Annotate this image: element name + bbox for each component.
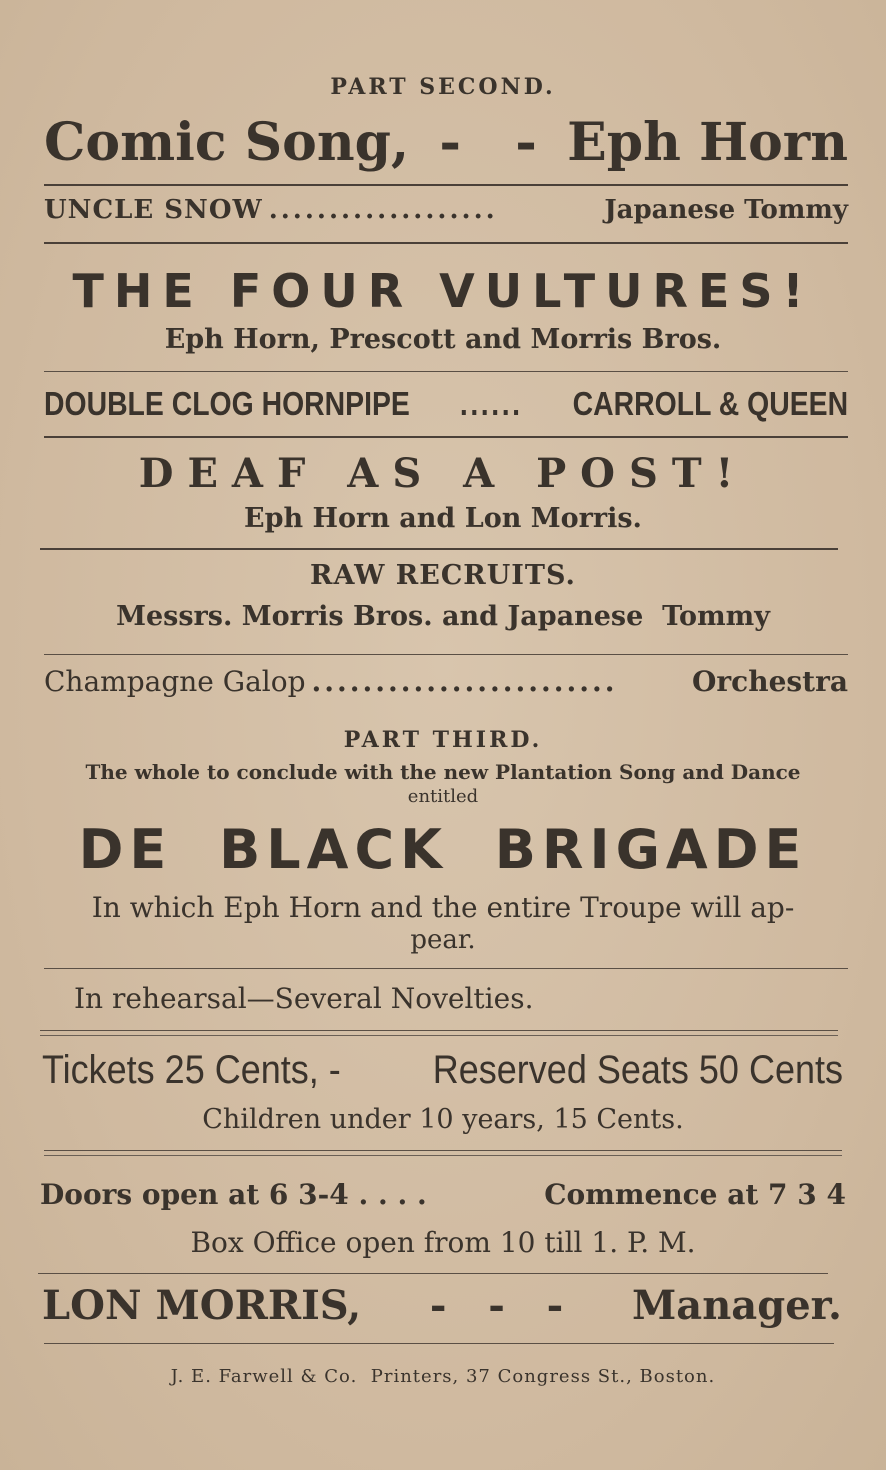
four-vultures-title: THE FOUR VULTURES! [72,264,814,318]
raw-recruits-cast: Messrs. Morris Bros. and Japanese Tommy [116,601,770,632]
tickets-row [42,1048,843,1093]
clog-dots: ...... [459,385,523,422]
conclude-line-1: The whole to conclude with the new Plantation Song and Dance [85,760,801,784]
double-divider [40,1030,838,1036]
tickets-price: Tickets 25 Cents, - [42,1048,341,1092]
doors-row [40,1178,846,1211]
doors-open: Doors open at 6 3-4 . . . . [40,1178,427,1211]
divider [44,371,848,372]
double-divider [44,1150,842,1156]
uncle-snow-row [44,195,848,225]
uncle-snow-performer: Japanese Tommy [604,195,848,225]
comic-song-dashes: - - [439,112,537,173]
comic-song-performer: Eph Horn [567,112,848,173]
divider [38,1273,828,1274]
box-office-hours: Box Office open from 10 till 1. P. M. [190,1226,696,1259]
divider [44,184,848,186]
deaf-post-cast: Eph Horn and Lon Morris. [244,503,642,534]
manager-dashes: - - - [429,1282,564,1329]
uncle-snow-title: UNCLE SNOW [44,195,263,225]
deaf-post-title: DEAF AS A POST! [138,450,748,497]
clog-title: DOUBLE CLOG HORNPIPE [44,385,410,422]
galop-row [44,665,848,698]
clog-row [44,385,848,423]
manager-title: Manager. [632,1282,842,1329]
manager-name: LON MORRIS, [42,1282,362,1329]
part-second-heading: PART SECOND. [330,74,556,100]
printer-credit: J. E. Farwell & Co. Printers, 37 Congress St., Boston. [170,1366,716,1387]
raw-recruits-title: RAW RECRUITS. [310,560,576,591]
clog-performer: CARROLL & QUEEN [572,385,849,422]
commence-time: Commence at 7 3 4 [544,1178,846,1211]
black-brigade-desc-2: pear. [410,925,476,955]
divider [44,242,848,244]
reserved-seats-price: Reserved Seats 50 Cents [432,1048,843,1092]
divider [44,1343,834,1344]
black-brigade-desc-1: In which Eph Horn and the entire Troupe will ap- [91,891,795,924]
divider [44,436,848,438]
uncle-snow-dots: ................... [268,195,498,225]
black-brigade-title: DE BLACK BRIGADE [78,818,808,881]
galop-performer: Orchestra [692,665,848,698]
four-vultures-cast: Eph Horn, Prescott and Morris Bros. [164,324,722,355]
children-price: Children under 10 years, 15 Cents. [202,1104,684,1135]
divider [44,654,848,655]
rehearsal-note: In rehearsal—Several Novelties. [74,982,534,1015]
comic-song-title: Comic Song, [44,112,410,173]
comic-song-row [44,112,848,173]
part-third-heading: PART THIRD. [343,727,543,753]
divider [44,968,848,969]
galop-title: Champagne Galop [44,665,306,698]
conclude-line-2: entitled [407,786,479,807]
divider [40,548,838,550]
manager-row [42,1282,842,1329]
galop-dots: ........................ [311,665,618,698]
